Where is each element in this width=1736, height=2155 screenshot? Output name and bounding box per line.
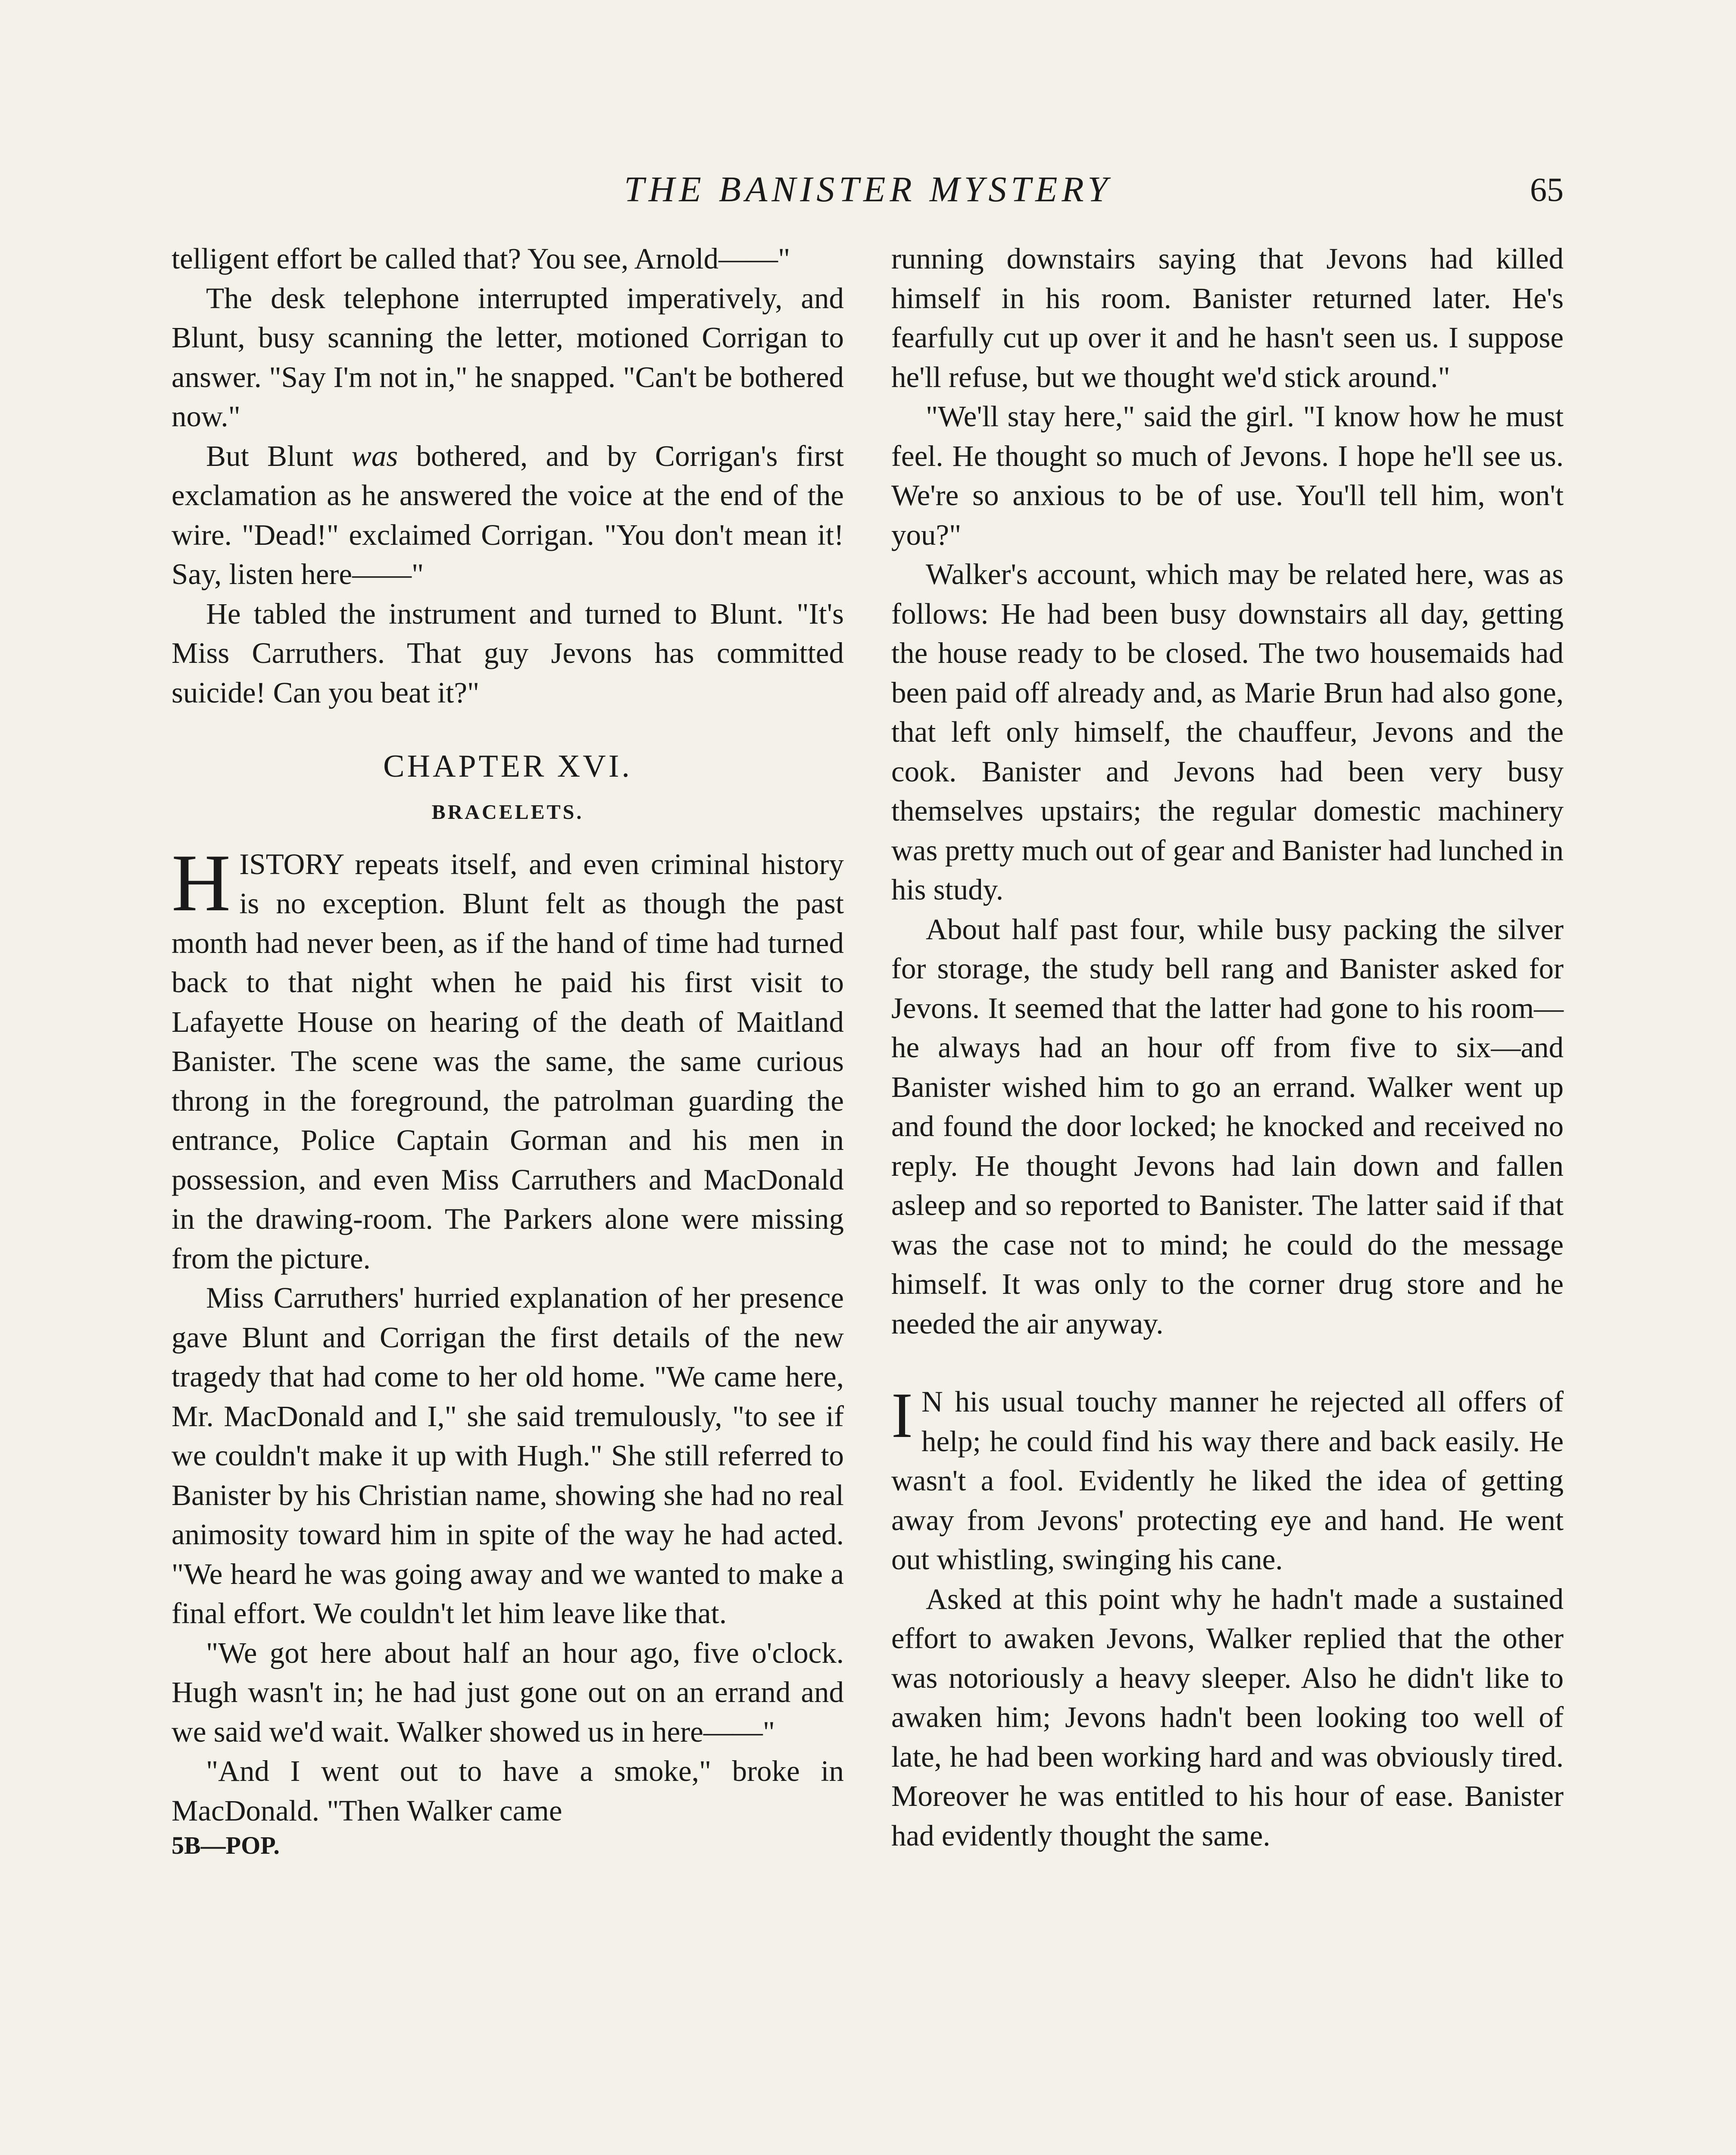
paragraph: About half past four, while busy packing the silver for storage, the study bell rang and Banister asked for Jevons. It seemed that the latter had gone to his room—he always had an hour off from five to six—and Banister wished him to go an errand. Walker went up and found the door locked; he knocked and received no reply. He thought Jevons had lain down and fallen asleep and so reported to Banister. The latter said if that was the case not to mind; he could do the message himself. It was only to the corner drug store and he needed the air anyway. [891, 912, 1564, 1340]
paragraph: Walker's account, which may be related here, was as follows: He had been busy downstairs all day, getting the house ready to be closed. The two housemaids had been paid off already and, as Marie Brun had also gone, that left only himself, the chauffeur, Jevons and the cook. Banister and Jevons had been very busy themselves upstairs; the regular domestic machinery was pretty much out of gear and Banister had lunched in his study. [891, 558, 1564, 906]
drop-cap: I [891, 1380, 913, 1451]
text-run: ISTORY repeats itself, and even criminal history is no exception. Blunt felt as though the past month had never been, as if the hand of time had turned back to that night when he paid his first visit to Lafayette House on hearing of the death of Maitland Banister. The scene was the same, the same curious throng in the foreground, the patrolman guarding the entrance, Police Captain Gorman and his men in possession, and even Miss Carruthers and MacDonald in the drawing-room. The Parkers alone were missing from the picture. [172, 847, 844, 1275]
chapter-title: CHAPTER XVI. [383, 749, 632, 784]
section-break [891, 1343, 1564, 1382]
paragraph: Asked at this point why he hadn't made a sustained effort to awaken Jevons, Walker replied that the other was notoriously a heavy sleeper. Also he didn't like to awaken him; Jevons hadn't been looking too well of late, he had been working hard and was obviously tired. Moreover he was entitled to his hour of ease. Banister had evidently thought the same. [891, 1582, 1564, 1852]
paragraph: The desk telephone interrupted imperatively, and Blunt, busy scanning the letter, motioned Corrigan to answer. "Say I'm not in," he snapped. "Can't be bothered now." [172, 281, 844, 433]
paragraph: He tabled the instrument and turned to Blunt. "It's Miss Carruthers. That guy Jevons has committed suicide! Can you beat it?" [172, 597, 844, 709]
chapter-opening-paragraph [172, 837, 844, 1279]
running-header [172, 166, 1564, 213]
paragraph: Miss Carruthers' hurried explanation of her presence gave Blunt and Corrigan the first details of the new tragedy that had come to her old home. "We came here, Mr. MacDonald and I," she said tremulously, "to see if we couldn't make it up with Hugh." She still referred to Banister by his Christian name, showing she had no real animosity toward him in spite of the way he had acted. "We heard he was going away and we wanted to make a final effort. We couldn't let him leave like that. [172, 1281, 844, 1630]
right-column [891, 239, 1564, 1855]
left-column [172, 239, 844, 1861]
paragraph: "We got here about half an hour ago, five o'clock. Hugh wasn't in; he had just gone out on an errand and we said we'd wait. Walker showed us in here——" [172, 1636, 844, 1748]
text-run: N his usual touchy manner he rejected all offers of help; he could find his way there and back easily. He wasn't a fool. Evidently he liked the idea of getting away from Jevons' protecting eye and hand. He went out whistling, swinging his cane. [891, 1385, 1564, 1576]
section-opening-paragraph [891, 1382, 1564, 1580]
paragraph: running downstairs saying that Jevons had killed himself in his room. Banister returned later. He's fearfully cut up over it and he hasn't seen us. I suppose he'll refuse, but we thought we'd stick around." [891, 242, 1564, 394]
running-title: THE BANISTER MYSTERY [624, 169, 1112, 209]
emphasis: was [351, 439, 398, 472]
paragraph: telligent effort be called that? You see, Arnold——" [172, 242, 790, 275]
page-number: 65 [1530, 171, 1564, 208]
paragraph: "We'll stay here," said the girl. "I know how he must feel. He thought so much of Jevons. I hope he'll see us. We're so anxious to be of use. You'll tell him, won't you?" [891, 400, 1564, 551]
drop-cap: H [172, 837, 231, 928]
text-run: But Blunt [206, 439, 352, 472]
paragraph: "And I went out to have a smoke," broke in MacDonald. "Then Walker came [172, 1755, 844, 1827]
paragraph [172, 437, 844, 594]
text-run: bothered, and by Corrigan's first exclamation as he answered the voice at the end of the wire. "Dead!" exclaimed Corrigan. "You don't mean it! Say, listen here——" [172, 439, 844, 590]
chapter-subtitle: BRACELETS. [431, 800, 584, 824]
signature-mark: 5B—POP. [172, 1831, 280, 1859]
